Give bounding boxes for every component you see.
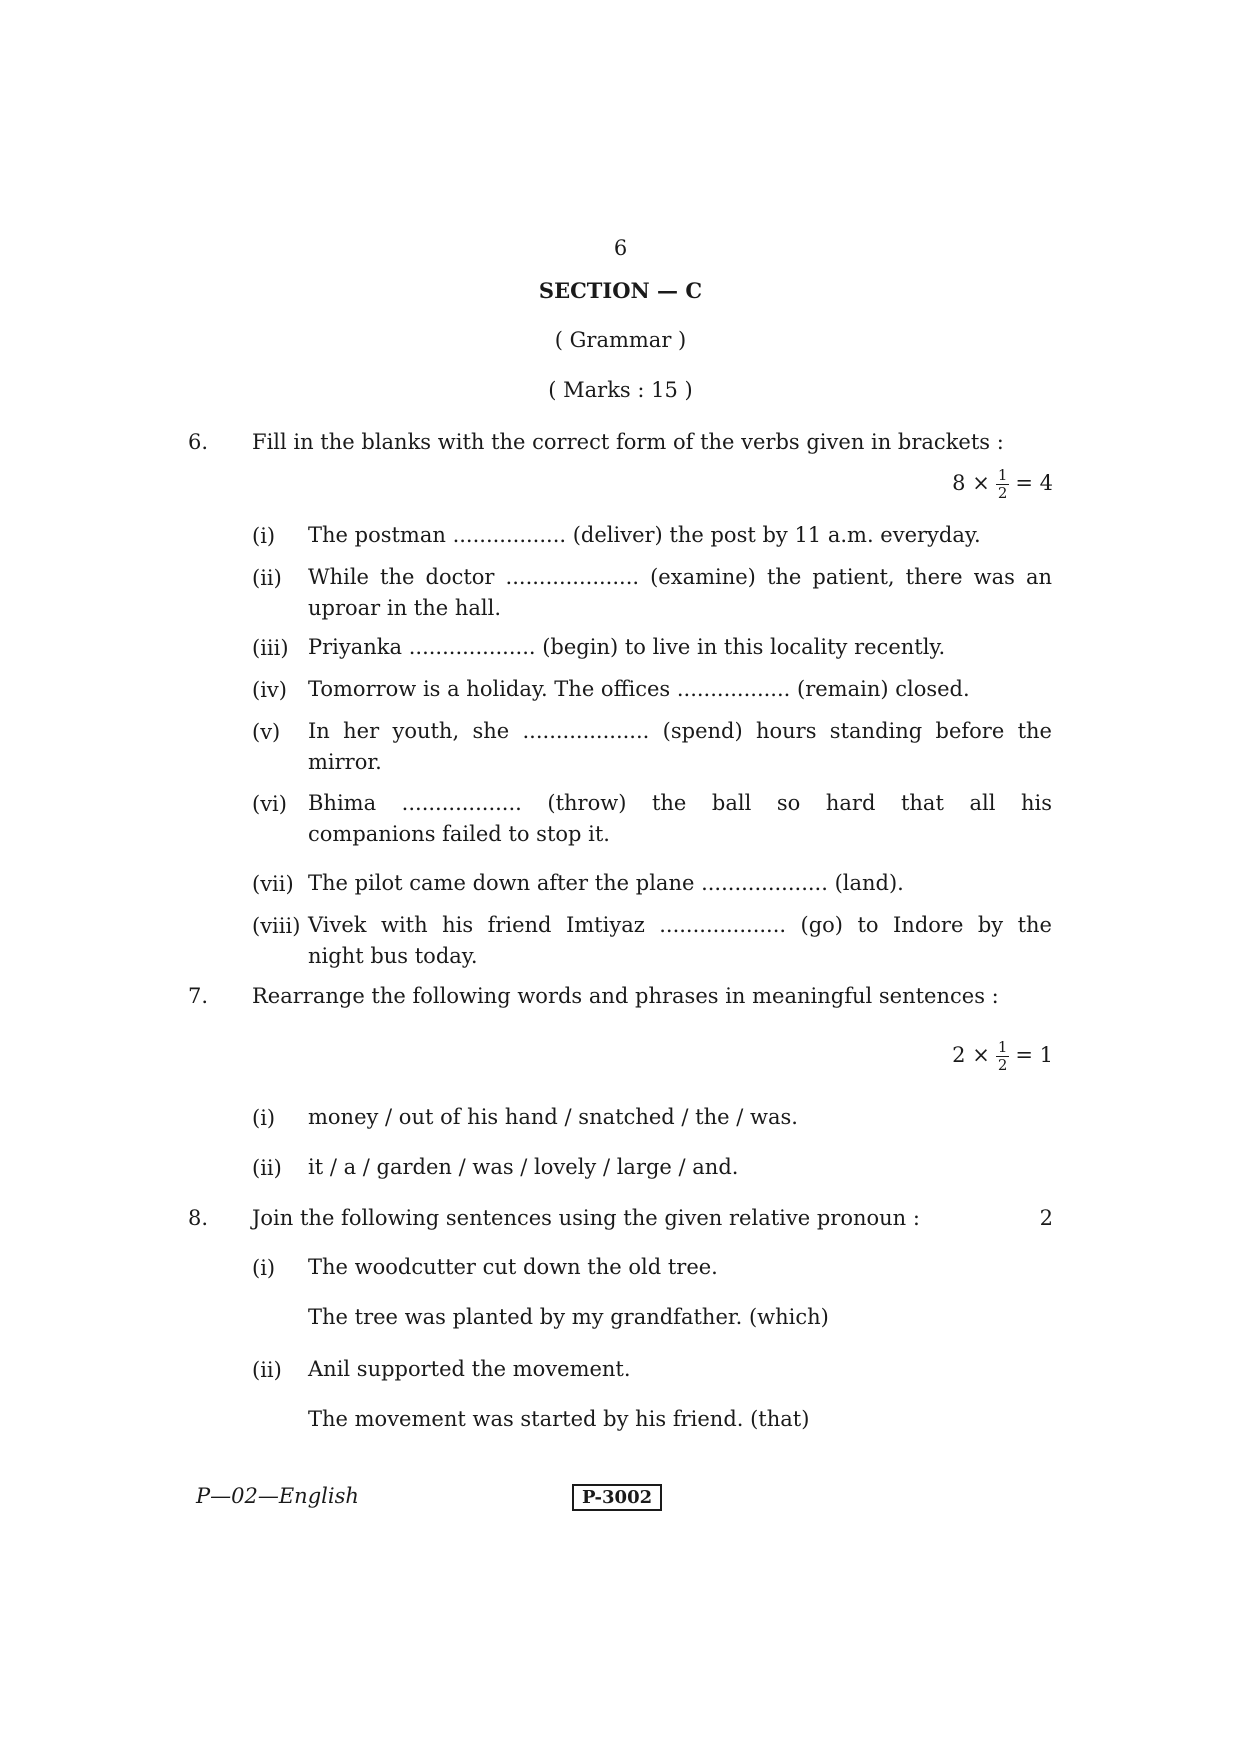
q6-item-text — [308, 910, 1052, 972]
q6-item-line: mirror. — [308, 750, 382, 774]
q6-item-line: uproar in the hall. — [308, 596, 502, 620]
section-marks: ( Marks : 15 ) — [548, 378, 693, 402]
fraction-denominator: 2 — [997, 1056, 1008, 1074]
question-7-text: Rearrange the following words and phrases in meaningful sentences : — [252, 984, 999, 1008]
booklet-code-box: P-3002 — [572, 1484, 662, 1511]
section-title: SECTION — C — [538, 278, 703, 303]
question-6-number: 6. — [188, 430, 209, 454]
q6-item-text — [308, 868, 1052, 899]
q6-item-roman: (iii) — [252, 636, 289, 660]
question-6-marks — [952, 468, 1053, 501]
footer-paper-code: P—02—English — [196, 1484, 359, 1508]
marks-total: = 1 — [1015, 1043, 1053, 1067]
q6-item-line: companions failed to stop it. — [308, 822, 610, 846]
q6-item-roman: (iv) — [252, 678, 287, 702]
q6-item-text — [308, 674, 1052, 705]
q6-item-line: night bus today. — [308, 944, 478, 968]
q6-item-line: In her youth, she ................... (spend) hours standing before the — [308, 719, 1052, 743]
q8-item-text: The tree was planted by my grandfather. (which) — [308, 1305, 829, 1329]
q7-item-roman: (i) — [252, 1106, 276, 1130]
q6-item-line: While the doctor .................... (examine) the patient, there was an — [308, 565, 1052, 589]
q6-item-line: The postman ................. (deliver) the post by 11 a.m. everyday. — [308, 523, 981, 547]
question-7-number: 7. — [188, 984, 209, 1008]
q6-item-roman: (i) — [252, 524, 276, 548]
fraction-denominator: 2 — [997, 484, 1008, 502]
q7-item-roman: (ii) — [252, 1156, 282, 1180]
q8-item-text: Anil supported the movement. — [308, 1357, 631, 1381]
q6-item-text — [308, 716, 1052, 778]
q6-item-text — [308, 520, 1052, 551]
q7-item-text — [308, 1102, 1052, 1133]
q8-item-roman: (i) — [252, 1256, 276, 1280]
page-number: 6 — [613, 236, 628, 260]
section-subject: ( Grammar ) — [554, 328, 687, 352]
question-8-marks: 2 — [1039, 1206, 1053, 1230]
q7-item-line: it / a / garden / was / lovely / large / and. — [308, 1155, 739, 1179]
half-fraction — [996, 468, 1010, 501]
q6-item-line: Vivek with his friend Imtiyaz ................... (go) to Indore by the — [308, 913, 1052, 937]
q6-item-text — [308, 788, 1052, 850]
q6-item-roman: (vii) — [252, 872, 294, 896]
q8-item-roman: (ii) — [252, 1358, 282, 1382]
q6-item-text — [308, 632, 1052, 663]
question-8-number: 8. — [188, 1206, 209, 1230]
q6-item-roman: (v) — [252, 720, 281, 744]
q6-item-line: Bhima .................. (throw) the ball so hard that all his — [308, 791, 1052, 815]
half-fraction — [996, 1040, 1010, 1073]
q6-item-line: Tomorrow is a holiday. The offices ................. (remain) closed. — [308, 677, 970, 701]
marks-multiplier: 8 × — [952, 471, 990, 495]
question-7-marks — [952, 1040, 1053, 1073]
q6-item-roman: (vi) — [252, 792, 287, 816]
footer-booklet-code — [572, 1484, 662, 1508]
q7-item-text — [308, 1152, 1052, 1183]
marks-total: = 4 — [1015, 471, 1053, 495]
q6-item-line: Priyanka ................... (begin) to live in this locality recently. — [308, 635, 946, 659]
marks-multiplier: 2 × — [952, 1043, 990, 1067]
q7-item-line: money / out of his hand / snatched / the / was. — [308, 1105, 798, 1129]
q8-item-text: The movement was started by his friend. (that) — [308, 1407, 810, 1431]
question-6-text: Fill in the blanks with the correct form of the verbs given in brackets : — [252, 430, 1004, 454]
q6-item-roman: (viii) — [252, 914, 301, 938]
q8-item-text: The woodcutter cut down the old tree. — [308, 1255, 718, 1279]
fraction-numerator: 1 — [997, 1038, 1008, 1056]
question-8-text: Join the following sentences using the given relative pronoun : — [252, 1206, 920, 1230]
q6-item-text — [308, 562, 1052, 624]
q6-item-roman: (ii) — [252, 566, 282, 590]
fraction-numerator: 1 — [997, 466, 1008, 484]
q6-item-line: The pilot came down after the plane ................... (land). — [308, 871, 904, 895]
